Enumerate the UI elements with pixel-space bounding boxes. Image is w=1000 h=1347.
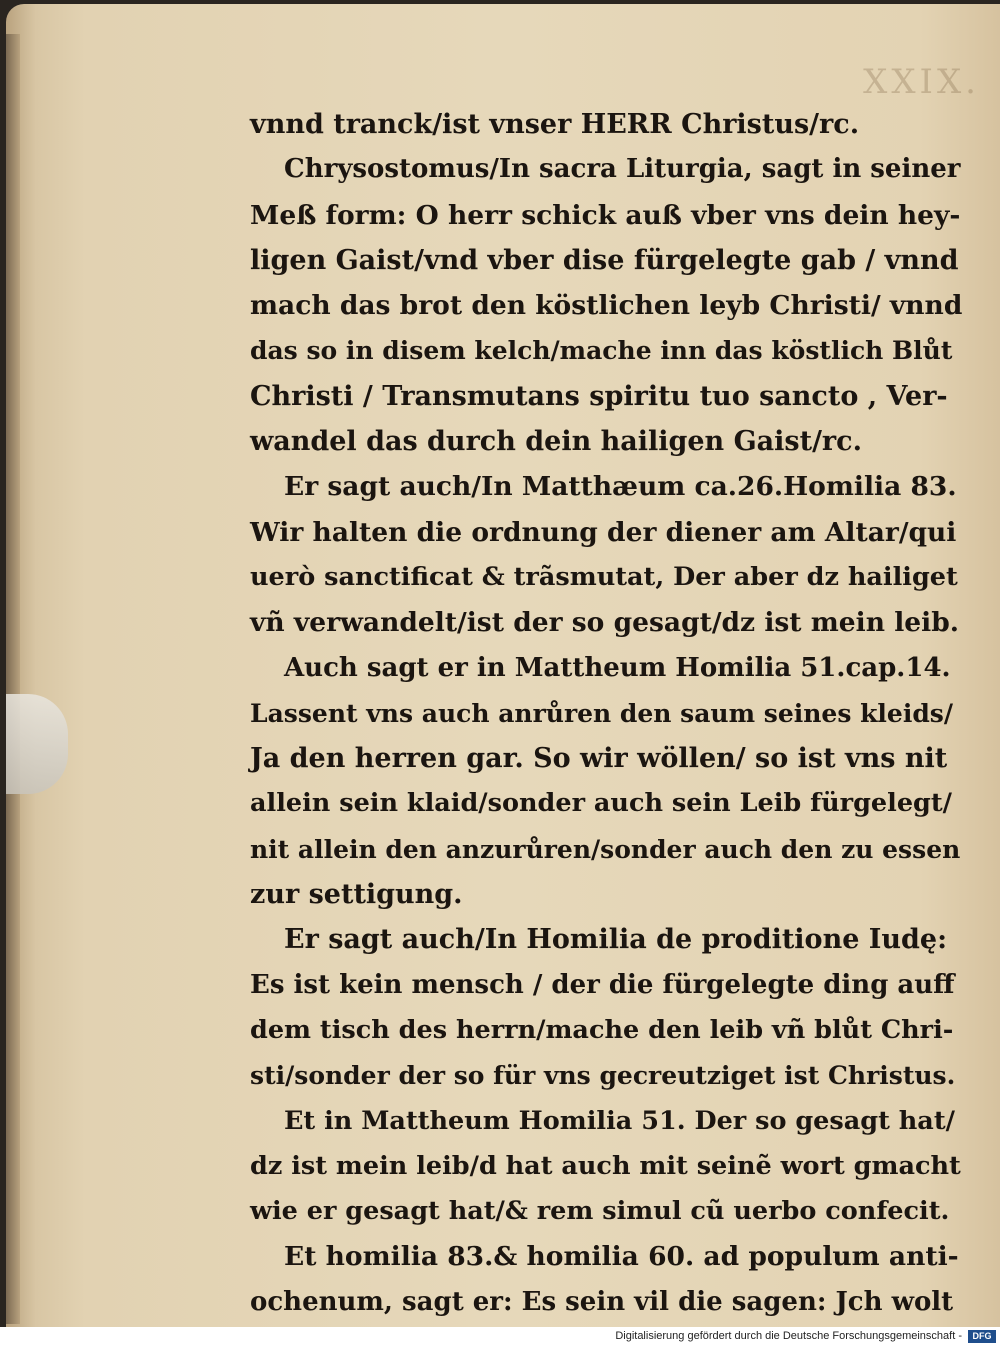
- text-line: vnnd tranck/ist vnser HERR Christus/rc.: [250, 109, 860, 140]
- text-line: mach das brot den köstlichen leyb Christi/ vnnd: [250, 290, 963, 322]
- text-line: wie er gesagt hat/& rem simul cũ uerbo confecit.: [250, 1196, 950, 1227]
- text-line: Er sagt auch/In Homilia de proditione Iudę:: [284, 924, 948, 956]
- show-through-header: XXIX.: [863, 62, 980, 102]
- text-line: sti/sonder der so für vns gecreutziget ist Christus.: [250, 1061, 956, 1091]
- page-clip: [6, 694, 68, 794]
- text-line: ligen Gaist/vnd vber dise fürgelegte gab / vnnd: [250, 244, 959, 276]
- text-line: Et in Mattheum Homilia 51. Der so gesagt hat/: [284, 1105, 955, 1136]
- text-line: Auch sagt er in Mattheum Homilia 51.cap.14.: [284, 652, 951, 683]
- text-line: dz ist mein leib/d hat auch mit seinẽ wort gmacht: [250, 1150, 961, 1181]
- text-line: uerò sanctificat & trãsmutat, Der aber dz hailiget: [250, 561, 958, 592]
- text-line: zur settigung.: [250, 879, 463, 911]
- text-line: Chrysostomus/In sacra Liturgia, sagt in seiner: [284, 154, 961, 185]
- text-line: Christi / Transmutans spiritu tuo sancto , Ver-: [250, 380, 948, 412]
- text-line: vñ verwandelt/ist der so gesagt/dz ist mein leib.: [250, 607, 959, 639]
- footer-bar: [0, 1327, 1000, 1347]
- text-line: dem tisch des herrn/mache den leib vñ blůt Chri-: [250, 1014, 954, 1045]
- body-text: [250, 102, 962, 1327]
- text-line: das so in disem kelch/mache inn das köstlich Blůt: [250, 336, 953, 366]
- text-line: Es ist kein mensch / der die fürgelegte ding auff: [250, 969, 955, 1000]
- text-line: nit allein den anzurůren/sonder auch den zu essen: [250, 834, 961, 864]
- page-edge: [6, 34, 20, 1324]
- text-line: Meß form: O herr schick auß vber vns dein hey-: [250, 199, 961, 231]
- text-line: ochenum, sagt er: Es sein vil die sagen: Jch wolt: [250, 1286, 954, 1317]
- text-line: Et homilia 83.& homilia 60. ad populum anti-: [284, 1241, 959, 1273]
- text-line: Er sagt auch/In Matthæum ca.26.Homilia 83.: [284, 471, 957, 503]
- text-line: Lassent vns auch anrůren den saum seines kleids/: [250, 698, 954, 728]
- text-line: Ja den herren gar. So wir wöllen/ so ist vns nit: [250, 743, 948, 775]
- text-line: allein sein klaid/sonder auch sein Leib fürgelegt/: [250, 788, 952, 819]
- text-line: Wir halten die ordnung der diener am Altar/qui: [250, 516, 957, 548]
- footer-credit: Digitalisierung gefördert durch die Deutsche Forschungsgemeinschaft -: [615, 1330, 962, 1342]
- text-line: wandel das durch dein hailigen Gaist/rc.: [250, 426, 862, 458]
- dfg-logo: DFG: [968, 1330, 996, 1343]
